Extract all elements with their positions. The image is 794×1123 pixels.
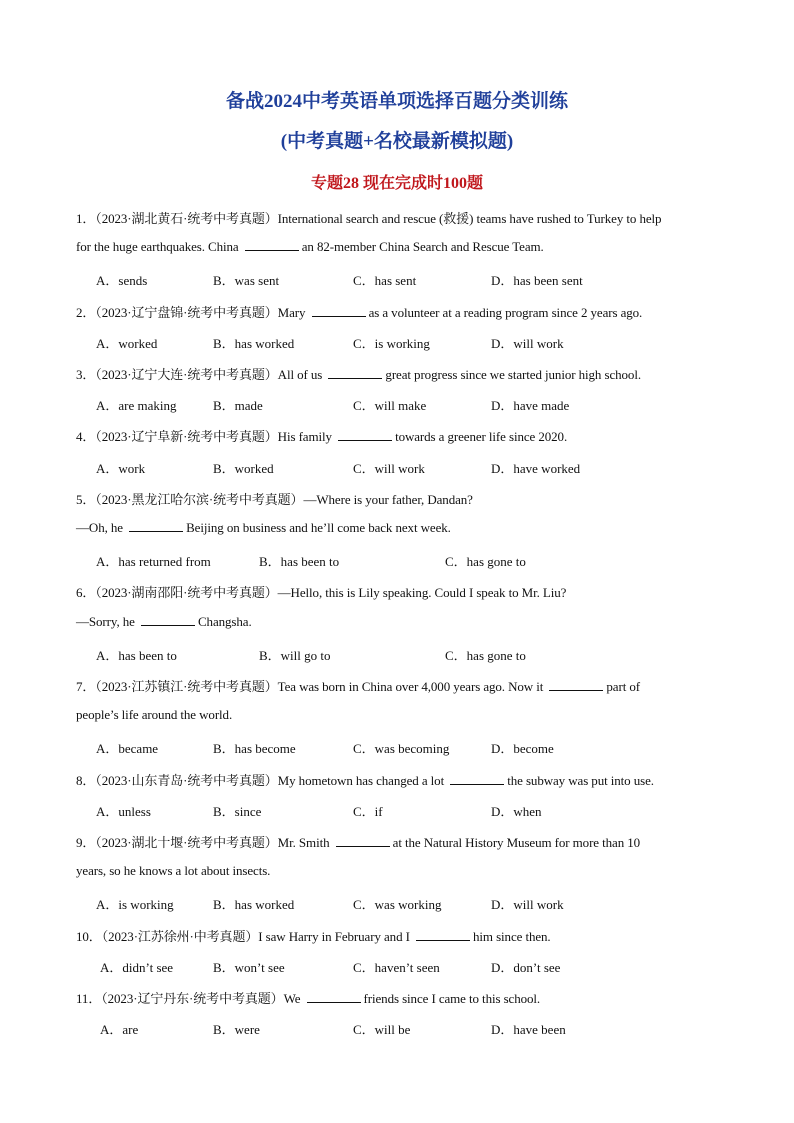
answer-blank bbox=[416, 929, 470, 941]
question-text-line bbox=[76, 426, 567, 445]
answer-option: A．became bbox=[96, 741, 159, 756]
question-text: years, so he knows a lot about insects. bbox=[76, 863, 271, 878]
answer-option: C．has sent bbox=[353, 273, 417, 288]
answer-option: B．were bbox=[213, 1022, 260, 1037]
answer-option: A．sends bbox=[96, 273, 148, 288]
answer-option: A．has been to bbox=[96, 648, 177, 663]
question-text: 4．（2023·辽宁阜新·统考中考真题）His family bbox=[76, 429, 336, 444]
answer-option: C．has gone to bbox=[445, 648, 526, 663]
answer-option: A．are making bbox=[96, 398, 177, 413]
question-text-line bbox=[76, 302, 642, 321]
question-text: 9．（2023·湖北十堰·统考中考真题）Mr. Smith bbox=[76, 835, 333, 850]
answer-option: C．was becoming bbox=[353, 741, 450, 756]
question-text: the subway was put into use. bbox=[507, 773, 654, 788]
answer-option: D．have worked bbox=[491, 461, 581, 476]
answer-blank bbox=[141, 614, 195, 626]
answer-option: C．will be bbox=[353, 1022, 411, 1037]
answer-option: C．haven’t seen bbox=[353, 960, 440, 975]
answer-option: D．have made bbox=[491, 398, 570, 413]
question-text-line bbox=[76, 489, 473, 508]
question-text: Beijing on business and he’ll come back next week. bbox=[186, 520, 451, 535]
question-text: as a volunteer at a reading program since 2 years ago. bbox=[368, 305, 643, 320]
answer-blank bbox=[336, 835, 390, 847]
answer-blank bbox=[328, 367, 382, 379]
answer-option: B．was sent bbox=[213, 273, 280, 288]
question-text: 3．（2023·辽宁大连·统考中考真题）All of us bbox=[76, 367, 326, 382]
answer-option: A．worked bbox=[96, 336, 158, 351]
answer-option: A．didn’t see bbox=[100, 960, 174, 975]
answer-option: A．is working bbox=[96, 897, 174, 912]
question-text: towards a greener life since 2020. bbox=[395, 429, 568, 444]
answer-blank bbox=[245, 239, 299, 251]
answer-option: B．has worked bbox=[213, 336, 295, 351]
answer-option: D．will work bbox=[491, 336, 564, 351]
answer-option: D．when bbox=[491, 804, 542, 819]
question-text: at the Natural History Museum for more than 10 bbox=[392, 835, 641, 850]
question-text: 2．（2023·辽宁盘锦·统考中考真题）Mary bbox=[76, 305, 309, 320]
question-text: great progress since we started junior high school. bbox=[385, 367, 641, 382]
answer-option: C．will make bbox=[353, 398, 427, 413]
answer-blank bbox=[549, 679, 603, 691]
answer-option: D．have been bbox=[491, 1022, 566, 1037]
answer-option: A．are bbox=[100, 1022, 139, 1037]
answer-option: A．unless bbox=[96, 804, 151, 819]
question-text-line bbox=[76, 707, 232, 723]
answer-option: C．will work bbox=[353, 461, 425, 476]
answer-option: C．was working bbox=[353, 897, 442, 912]
answer-blank bbox=[129, 520, 183, 532]
question-text: 6．（2023·湖南邵阳·统考中考真题）—Hello, this is Lily speaking. Could I speak to Mr. Liu? bbox=[76, 585, 567, 600]
question-text-line bbox=[76, 239, 544, 255]
question-text: 11．（2023·辽宁丹东·统考中考真题）We bbox=[76, 991, 304, 1006]
question-text: Changsha. bbox=[197, 614, 252, 629]
question-text: —Oh, he bbox=[76, 520, 127, 535]
question-text: an 82-member China Search and Rescue Team. bbox=[301, 239, 544, 254]
answer-option: B．since bbox=[213, 804, 262, 819]
document-title: 备战2024中考英语单项选择百题分类训练 bbox=[225, 91, 568, 112]
answer-option: A．has returned from bbox=[96, 554, 211, 569]
answer-option: B．made bbox=[213, 398, 263, 413]
question-text: 10．（2023·江苏徐州·中考真题）I saw Harry in February and I bbox=[76, 929, 414, 944]
question-text: 1．（2023·湖北黄石·统考中考真题）International search and rescue (救援) teams have rushed to Turkey to help bbox=[76, 211, 662, 226]
question-text-line bbox=[76, 582, 566, 601]
question-text-line bbox=[76, 364, 641, 383]
answer-option: D．will work bbox=[491, 897, 564, 912]
answer-option: B．won’t see bbox=[213, 960, 285, 975]
question-text: —Sorry, he bbox=[76, 614, 138, 629]
answer-blank bbox=[450, 773, 504, 785]
question-text-line bbox=[76, 926, 551, 945]
answer-option: B．will go to bbox=[259, 648, 331, 663]
answer-blank bbox=[307, 991, 361, 1003]
answer-option: A．work bbox=[96, 461, 146, 476]
question-text-line bbox=[76, 208, 661, 227]
answer-blank bbox=[338, 429, 392, 441]
question-text-line bbox=[76, 770, 654, 789]
answer-option: B．has worked bbox=[213, 897, 295, 912]
document-subtitle: (中考真题+名校最新模拟题) bbox=[280, 131, 514, 152]
answer-option: C．if bbox=[353, 804, 383, 819]
question-text: 7．（2023·江苏镇江·统考中考真题）Tea was born in China over 4,000 years ago. Now it bbox=[76, 679, 547, 694]
question-text-line bbox=[76, 863, 270, 879]
question-text: 5．（2023·黑龙江哈尔滨·统考中考真题）—Where is your father, Dandan? bbox=[76, 492, 473, 507]
answer-option: D．become bbox=[491, 741, 554, 756]
question-text: for the huge earthquakes. China bbox=[76, 239, 242, 254]
question-text-line bbox=[76, 614, 252, 630]
answer-option: B．has become bbox=[213, 741, 296, 756]
question-text-line bbox=[76, 988, 540, 1007]
answer-option: D．don’t see bbox=[491, 960, 561, 975]
question-text: part of bbox=[606, 679, 640, 694]
answer-option: C．has gone to bbox=[445, 554, 526, 569]
question-text: 8．（2023·山东青岛·统考中考真题）My hometown has changed a lot bbox=[76, 773, 448, 788]
answer-option: D．has been sent bbox=[491, 273, 583, 288]
question-text: him since then. bbox=[473, 929, 551, 944]
question-text: friends since I came to this school. bbox=[363, 991, 541, 1006]
answer-option: B．worked bbox=[213, 461, 274, 476]
answer-blank bbox=[312, 305, 366, 317]
answer-option: C．is working bbox=[353, 336, 430, 351]
question-text-line bbox=[76, 520, 451, 536]
question-text-line bbox=[76, 676, 640, 695]
question-text-line bbox=[76, 832, 640, 851]
answer-option: B．has been to bbox=[259, 554, 340, 569]
topic-heading: 专题28 现在完成时100题 bbox=[310, 175, 483, 192]
question-text: people’s life around the world. bbox=[76, 707, 233, 722]
